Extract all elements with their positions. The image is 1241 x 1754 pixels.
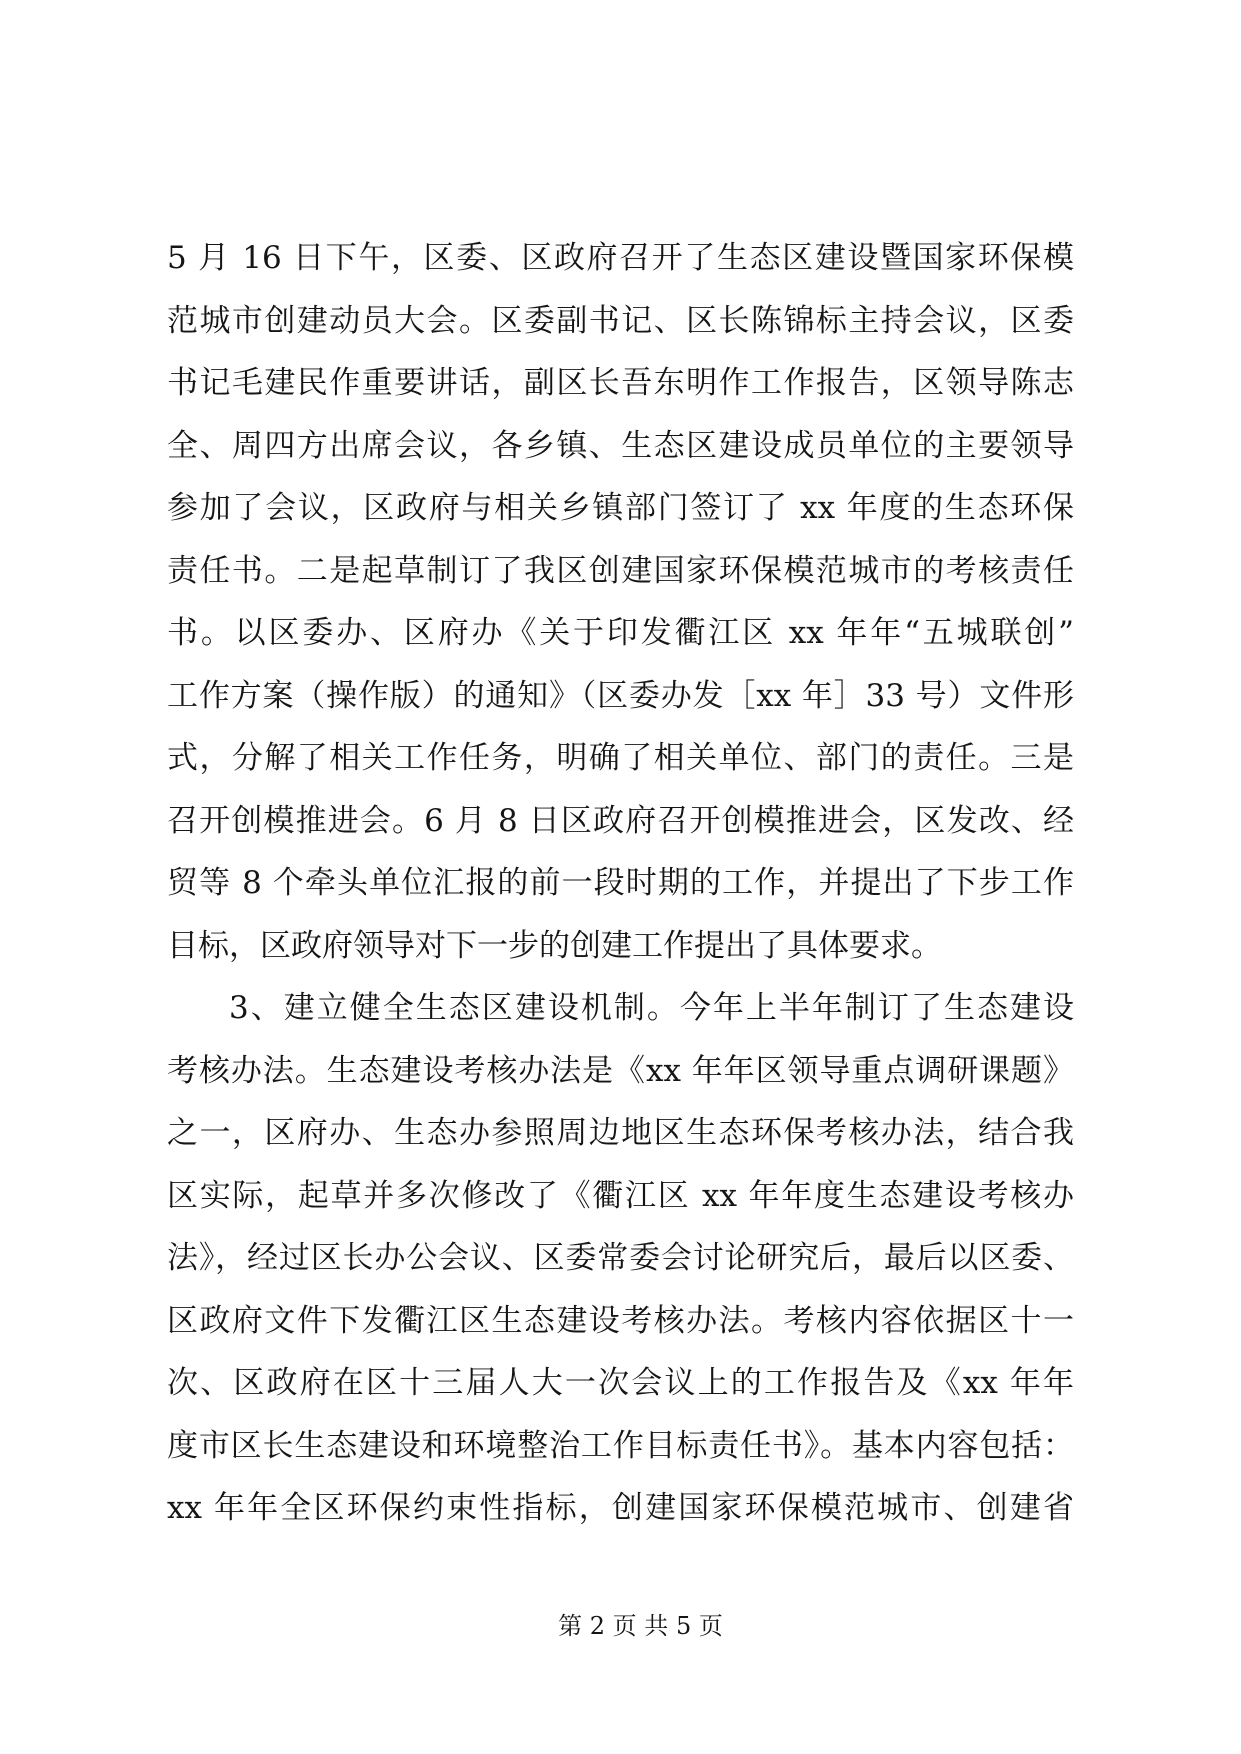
text-line: 书。以区委办、区府办《关于印发衢江区 xx 年年“五城联创” xyxy=(167,615,1074,651)
text-line: 范城市创建动员大会。区委副书记、区长陈锦标主持会议，区委 xyxy=(167,302,1074,339)
document-body xyxy=(167,227,1074,1540)
text-line: 区政府文件下发衢江区生态建设考核办法。考核内容依据区十一 xyxy=(167,1302,1074,1339)
text-line: 式，分解了相关工作任务，明确了相关单位、部门的责任。三是 xyxy=(167,740,1074,776)
text-line: 贸等 8 个牵头单位汇报的前一段时期的工作，并提出了下步工作 xyxy=(167,865,1074,901)
text-line: 之一，区府办、生态办参照周边地区生态环保考核办法，结合我 xyxy=(167,1115,1074,1151)
paragraph xyxy=(167,977,1074,1540)
text-line: 书记毛建民作重要讲话，副区长吾东明作工作报告，区领导陈志 xyxy=(167,365,1074,401)
text-line: 5 月 16 日下午，区委、区政府召开了生态区建设暨国家环保模 xyxy=(167,240,1074,276)
paragraph xyxy=(167,227,1074,977)
text-line: xx 年年全区环保约束性指标，创建国家环保模范城市、创建省 xyxy=(167,1490,1074,1526)
text-line: 工作方案（操作版）的通知》（区委办发［xx 年］33 号）文件形 xyxy=(167,677,1074,714)
text-line: 3、建立健全生态区建设机制。今年上半年制订了生态建设 xyxy=(229,990,1074,1026)
text-line: 法》，经过区长办公会议、区委常委会讨论研究后，最后以区委、 xyxy=(167,1240,1074,1276)
text-line: 目标，区政府领导对下一步的创建工作提出了具体要求。 xyxy=(167,927,942,964)
text-line: 度市区长生态建设和环境整治工作目标责任书》。基本内容包括： xyxy=(167,1427,1074,1464)
page-footer: 第 2 页 共 5 页 xyxy=(558,1612,723,1640)
text-line: 次、区政府在区十三届人大一次会议上的工作报告及《xx 年年 xyxy=(167,1365,1074,1401)
text-line: 责任书。二是起草制订了我区创建国家环保模范城市的考核责任 xyxy=(167,552,1074,589)
text-line: 召开创模推进会。6 月 8 日区政府召开创模推进会，区发改、经 xyxy=(167,802,1074,839)
text-line: 参加了会议，区政府与相关乡镇部门签订了 xx 年度的生态环保 xyxy=(167,490,1074,526)
text-line: 区实际，起草并多次修改了《衢江区 xx 年年度生态建设考核办 xyxy=(167,1177,1074,1214)
text-line: 考核办法。生态建设考核办法是《xx 年年区领导重点调研课题》 xyxy=(167,1052,1074,1089)
text-line: 全、周四方出席会议，各乡镇、生态区建设成员单位的主要领导 xyxy=(167,427,1074,464)
